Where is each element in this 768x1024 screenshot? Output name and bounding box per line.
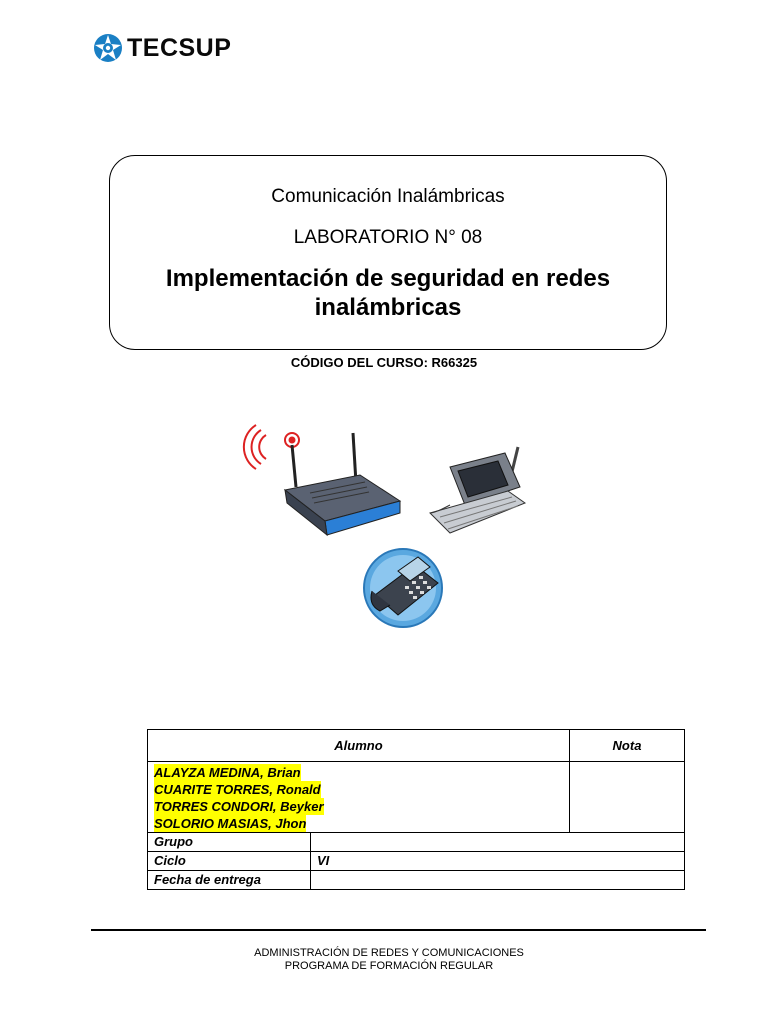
nota-header: Nota	[570, 730, 685, 762]
wireless-router-icon	[244, 425, 400, 535]
ip-phone-icon	[364, 549, 442, 627]
grupo-label: Grupo	[148, 833, 311, 852]
fecha-value	[311, 871, 685, 890]
footer-line-1: ADMINISTRACIÓN DE REDES Y COMUNICACIONES	[254, 947, 524, 959]
grupo-value	[311, 833, 685, 852]
ciclo-value: VI	[311, 852, 685, 871]
ciclo-label: Ciclo	[148, 852, 311, 871]
footer-divider	[91, 929, 706, 931]
member-name: TORRES CONDORI, Beyker	[154, 799, 324, 814]
footer	[0, 947, 768, 973]
tecsup-logo	[92, 32, 231, 64]
fecha-label: Fecha de entrega	[148, 871, 311, 890]
cover-title-box	[109, 155, 667, 350]
footer-line-2: PROGRAMA DE FORMACIÓN REGULAR	[284, 960, 494, 972]
member-name: CUARITE TORRES, Ronald	[154, 782, 321, 797]
network-devices-illustration	[240, 405, 540, 650]
course-code: CÓDIGO DEL CURSO: R66325	[290, 355, 478, 370]
pda-icon	[430, 447, 525, 533]
course-name: Comunicación Inalámbricas	[271, 186, 505, 207]
alumno-header: Alumno	[148, 730, 570, 762]
grade-cell	[570, 762, 685, 833]
brand-name: TECSUP	[127, 33, 232, 62]
tecsup-emblem-icon	[92, 32, 124, 64]
lab-number: LABORATORIO N° 08	[293, 227, 483, 248]
student-info-table	[147, 729, 685, 890]
members-cell	[148, 762, 570, 833]
member-name: SOLORIO MASIAS, Jhon	[154, 816, 307, 831]
member-name: ALAYZA MEDINA, Brian	[154, 765, 301, 780]
lab-title: Implementación de seguridad en redes inalámbricas	[165, 265, 611, 321]
